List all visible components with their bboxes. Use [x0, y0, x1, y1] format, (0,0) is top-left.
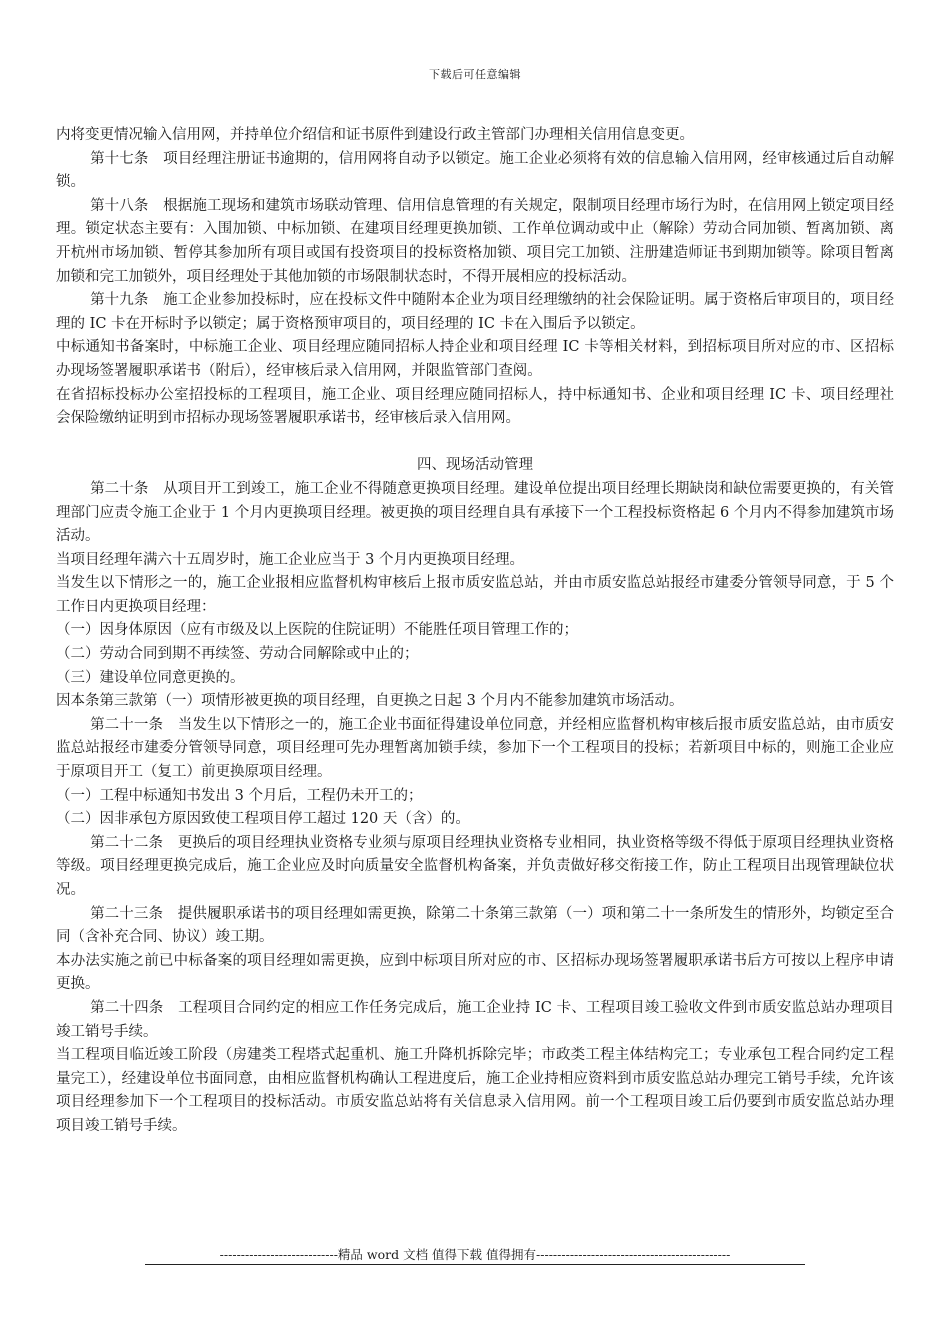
paragraph: 当发生以下情形之一的，施工企业报相应监督机构审核后上报市质安监总站，并由市质安监总站报经市建委分管领导同意，于 5 个工作日内更换项目经理：: [56, 575, 894, 615]
article-20: 第二十条 从项目开工到竣工，施工企业不得随意更换项目经理。建设单位提出项目经理长期缺岗和缺位需要更换的，有关管理部门应责令施工企业于 1 个月内更换项目经理。被更换的项目经理自具有承接下一个工程投标资格起 6 个月内不得参加建筑市场活动。: [56, 480, 894, 545]
list-item: （二）劳动合同到期不再续签、劳动合同解除或中止的；: [56, 646, 419, 663]
paragraph: 因本条第三款第（一）项情形被更换的项目经理，自更换之日起 3 个月内不能参加建筑市场活动。: [56, 693, 684, 710]
page-header: 下载后可任意编辑: [429, 68, 521, 81]
article-18: 第十八条 根据施工现场和建筑市场联动管理、信用信息管理的有关规定，限制项目经理市场行为时，在信用网上锁定项目经理。锁定状态主要有：入围加锁、中标加锁、在建项目经理更换加锁、工作单位调动或中止（解除）劳动合同加锁、暂离加锁、离开杭州市场加锁、暂停其参加所有项目或国有投资项目的投标资格加锁、项目完工加锁、注册建造师证书到期加锁等。除项目暂离加锁和完工加锁外，项目经理处于其他加锁的市场限制状态时，不得开展相应的投标活动。: [56, 197, 894, 285]
document-body: [56, 124, 894, 1139]
paragraph: 在省招标投标办公室招投标的工程项目，施工企业、项目经理应随同招标人，持中标通知书、企业和项目经理 IC 卡、项目经理社会保险缴纳证明到市招标办现场签署履职承诺书，经审核后录入信用网。: [56, 386, 894, 427]
paragraph: 当项目经理年满六十五周岁时，施工企业应当于 3 个月内更换项目经理。: [56, 551, 524, 568]
article-23: 第二十三条 提供履职承诺书的项目经理如需更换，除第二十条第三款第（一）项和第二十一条所发生的情形外，均锁定至合同（含补充合同、协议）竣工期。: [56, 905, 894, 946]
section-heading: 四、现场活动管理: [417, 457, 533, 474]
paragraph: 中标通知书备案时，中标施工企业、项目经理应随同招标人持企业和项目经理 IC 卡等相关材料，到招标项目所对应的市、区招标办现场签署履职承诺书（附后），经审核后录入信用网，并限监管部门查阅。: [56, 339, 894, 379]
list-item: （一）因身体原因（应有市级及以上医院的住院证明）不能胜任项目管理工作的；: [56, 622, 578, 639]
list-item: （一）工程中标通知书发出 3 个月后，工程仍未开工的；: [56, 787, 423, 804]
list-item: （三）建设单位同意更换的。: [56, 669, 245, 686]
article-19: 第十九条 施工企业参加投标时，应在投标文件中随附本企业为项目经理缴纳的社会保险证明。属于资格后审项目的，项目经理的 IC 卡在开标时予以锁定；属于资格预审项目的，项目经理的 IC 卡在入围后予以锁定。: [56, 292, 894, 332]
footer-divider: [145, 1264, 805, 1265]
article-22: 第二十二条 更换后的项目经理执业资格专业须与原项目经理执业资格专业相同，执业资格等级不得低于原项目经理执业资格等级。项目经理更换完成后，施工企业应及时向质量安全监督机构备案，并负责做好移交衔接工作，防止工程项目出现管理缺位状况。: [56, 834, 894, 898]
article-24: 第二十四条 工程项目合同约定的相应工作任务完成后，施工企业持 IC 卡、工程项目竣工验收文件到市质安监总站办理项目竣工销号手续。: [56, 999, 894, 1040]
paragraph: 本办法实施之前已中标备案的项目经理如需更换，应到中标项目所对应的市、区招标办现场签署履职承诺书后方可按以上程序申请更换。: [56, 952, 894, 993]
article-17: 第十七条 项目经理注册证书逾期的，信用网将自动予以锁定。施工企业必须将有效的信息输入信用网，经审核通过后自动解锁。: [56, 150, 894, 191]
paragraph: 内将变更情况输入信用网，并持单位介绍信和证书原件到建设行政主管部门办理相关信用信息变更。: [56, 127, 694, 143]
page-footer: ----------------------------精品 word 文档 值得下载 值得拥有----------------------------------------------: [219, 1247, 731, 1262]
paragraph: 当工程项目临近竣工阶段（房建类工程塔式起重机、施工升降机拆除完毕；市政类工程主体结构完工；专业承包工程合同约定工程量完工），经建设单位书面同意，由相应监督机构确认工程进度后，施工企业持相应资料到市质安监总站办理完工销号手续，允许该项目经理参加下一个工程项目的投标活动。市质安监总站将有关信息录入信用网。前一个工程项目竣工后仍要到市质安监总站办理项目竣工销号手续。: [56, 1047, 894, 1134]
list-item: （二）因非承包方原因致使工程项目停工超过 120 天（含）的。: [56, 811, 470, 828]
article-21: 第二十一条 当发生以下情形之一的，施工企业书面征得建设单位同意，并经相应监督机构审核后报市质安监总站，由市质安监总站报经市建委分管领导同意，项目经理可先办理暂离加锁手续，参加下一个工程项目的投标；若新项目中标的，则施工企业应于原项目开工（复工）前更换原项目经理。: [56, 716, 894, 781]
